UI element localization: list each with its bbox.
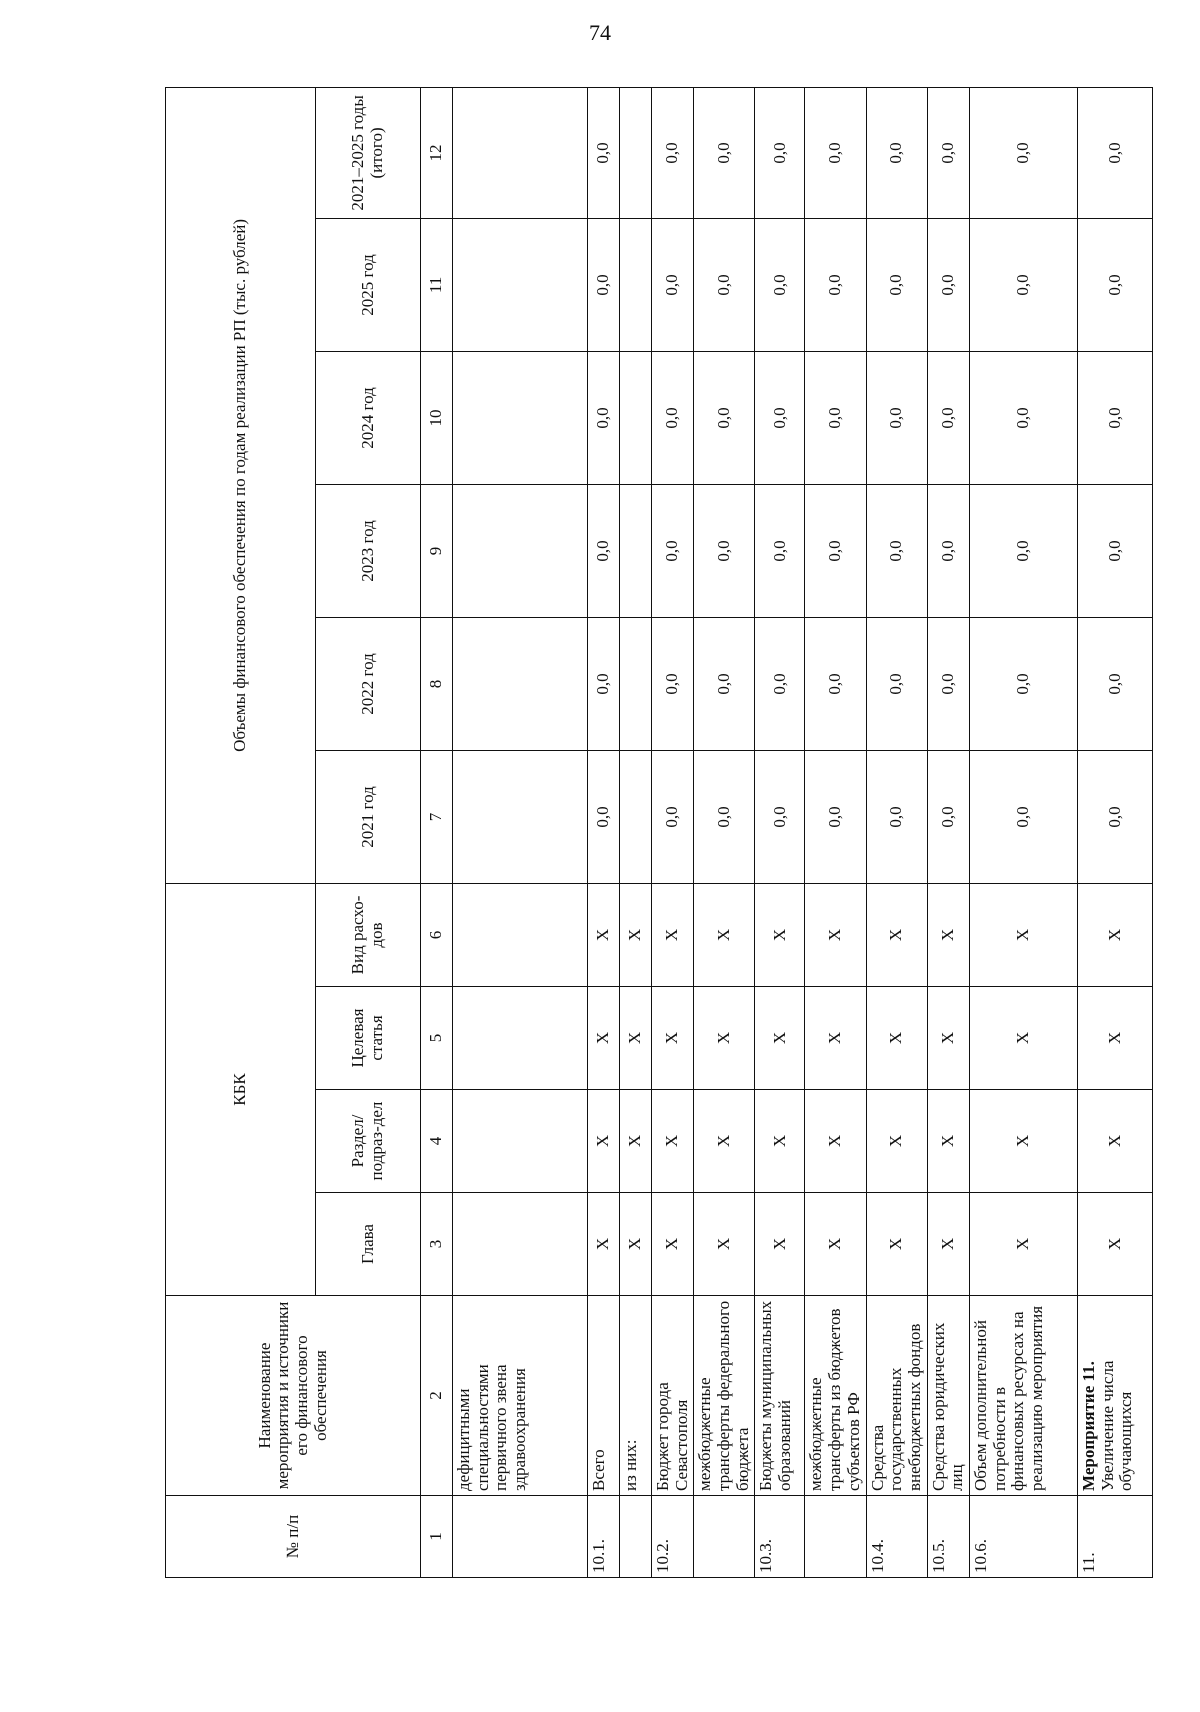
value-cell: 0,0	[1077, 87, 1152, 218]
value-cell: 0,0	[1077, 484, 1152, 617]
value-cell: 0,0	[969, 484, 1077, 617]
kbk-cell: Х	[927, 987, 969, 1090]
table-row	[588, 87, 620, 1577]
kbk-cell: Х	[1077, 987, 1152, 1090]
value-cell: 0,0	[866, 617, 927, 750]
value-cell: 0,0	[866, 750, 927, 883]
column-number: 6	[421, 883, 453, 986]
kbk-cell: Х	[620, 1090, 652, 1193]
kbk-cell: Х	[652, 883, 694, 986]
column-number: 11	[421, 218, 453, 351]
value-cell	[620, 87, 652, 218]
column-number-row	[421, 87, 453, 1577]
row-number: 10.6.	[969, 1496, 1077, 1578]
value-cell: 0,0	[805, 617, 866, 750]
table-row	[927, 87, 969, 1577]
value-cell	[453, 484, 588, 617]
table-body	[453, 87, 1153, 1577]
row-name-text: Средства государственных внебюджетных фондов	[867, 1323, 924, 1491]
column-number: 4	[421, 1090, 453, 1193]
value-cell: 0,0	[805, 484, 866, 617]
value-cell	[453, 750, 588, 883]
value-cell: 0,0	[588, 351, 620, 484]
header-vid: Вид расхо-дов	[316, 883, 421, 986]
row-name	[652, 1296, 694, 1496]
table-row	[694, 87, 755, 1577]
row-name-text: дефицитными специальностями первичного звена здравоохранения	[454, 1364, 530, 1491]
header-glava: Глава	[316, 1193, 421, 1296]
value-cell: 0,0	[1077, 218, 1152, 351]
value-cell: 0,0	[969, 750, 1077, 883]
value-cell: 0,0	[652, 351, 694, 484]
kbk-cell: Х	[620, 883, 652, 986]
value-cell: 0,0	[969, 617, 1077, 750]
kbk-cell: Х	[927, 1193, 969, 1296]
header-name: Наименование мероприятия и источники его финансового обеспечения	[166, 1296, 421, 1496]
value-cell: 0,0	[588, 218, 620, 351]
value-cell: 0,0	[755, 351, 805, 484]
value-cell: 0,0	[755, 218, 805, 351]
table-row	[805, 87, 866, 1577]
column-number: 5	[421, 987, 453, 1090]
row-name-text: межбюджетные трансферты федерального бюджета	[695, 1300, 752, 1491]
header-kbk: КБК	[166, 883, 316, 1295]
row-number: 11.	[1077, 1496, 1152, 1578]
header-razdel: Раздел/ подраз-дел	[316, 1090, 421, 1193]
row-name	[927, 1296, 969, 1496]
row-name-text: Бюджет города Севастополя	[653, 1382, 691, 1491]
value-cell: 0,0	[755, 750, 805, 883]
kbk-cell: Х	[694, 987, 755, 1090]
row-name	[453, 1296, 588, 1496]
row-name	[620, 1296, 652, 1496]
kbk-cell: Х	[969, 883, 1077, 986]
row-number: 10.1.	[588, 1496, 620, 1578]
column-number: 8	[421, 617, 453, 750]
kbk-cell: Х	[1077, 1090, 1152, 1193]
value-cell: 0,0	[694, 218, 755, 351]
row-number	[620, 1496, 652, 1578]
value-cell: 0,0	[866, 484, 927, 617]
kbk-cell: Х	[927, 1090, 969, 1193]
finance-table	[165, 87, 1153, 1578]
finance-table-wrapper	[165, 88, 1136, 1578]
value-cell: 0,0	[805, 87, 866, 218]
kbk-cell	[453, 1090, 588, 1193]
row-name	[755, 1296, 805, 1496]
kbk-cell: Х	[866, 1193, 927, 1296]
kbk-cell: Х	[927, 883, 969, 986]
value-cell: 0,0	[805, 351, 866, 484]
value-cell: 0,0	[866, 351, 927, 484]
value-cell: 0,0	[755, 484, 805, 617]
table-row	[1077, 87, 1152, 1577]
kbk-cell: Х	[755, 1090, 805, 1193]
value-cell	[620, 351, 652, 484]
column-number: 9	[421, 484, 453, 617]
row-name-bold: Мероприятие 11.	[1078, 1361, 1098, 1491]
column-number: 10	[421, 351, 453, 484]
value-cell: 0,0	[588, 617, 620, 750]
header-year-2021: 2021 год	[316, 750, 421, 883]
kbk-cell: Х	[620, 1193, 652, 1296]
value-cell: 0,0	[927, 87, 969, 218]
column-number: 1	[421, 1496, 453, 1578]
kbk-cell: Х	[755, 883, 805, 986]
kbk-cell: Х	[969, 1193, 1077, 1296]
kbk-cell: Х	[866, 987, 927, 1090]
kbk-cell: Х	[755, 1193, 805, 1296]
value-cell	[453, 218, 588, 351]
table-row	[755, 87, 805, 1577]
row-number: 10.4.	[866, 1496, 927, 1578]
value-cell: 0,0	[866, 87, 927, 218]
value-cell: 0,0	[652, 87, 694, 218]
kbk-cell: Х	[588, 1193, 620, 1296]
value-cell: 0,0	[927, 218, 969, 351]
table-row	[620, 87, 652, 1577]
row-name	[969, 1296, 1077, 1496]
row-number	[805, 1496, 866, 1578]
column-number: 12	[421, 87, 453, 218]
value-cell: 0,0	[694, 484, 755, 617]
kbk-cell: Х	[805, 1193, 866, 1296]
row-name	[588, 1296, 620, 1496]
header-year-2024: 2024 год	[316, 351, 421, 484]
kbk-cell: Х	[694, 1193, 755, 1296]
value-cell: 0,0	[927, 617, 969, 750]
header-year-2022: 2022 год	[316, 617, 421, 750]
value-cell: 0,0	[652, 484, 694, 617]
value-cell: 0,0	[694, 750, 755, 883]
kbk-cell: Х	[969, 987, 1077, 1090]
kbk-cell: Х	[805, 987, 866, 1090]
value-cell: 0,0	[652, 617, 694, 750]
row-name	[805, 1296, 866, 1496]
value-cell: 0,0	[969, 218, 1077, 351]
kbk-cell: Х	[969, 1090, 1077, 1193]
kbk-cell	[453, 987, 588, 1090]
kbk-cell: Х	[1077, 1193, 1152, 1296]
row-name-text: из них:	[621, 1439, 640, 1491]
kbk-cell: Х	[866, 883, 927, 986]
page-number: 74	[589, 20, 611, 45]
kbk-cell: Х	[588, 987, 620, 1090]
kbk-cell: Х	[652, 1090, 694, 1193]
row-number: 10.3.	[755, 1496, 805, 1578]
kbk-cell: Х	[1077, 883, 1152, 986]
kbk-cell: Х	[866, 1090, 927, 1193]
value-cell: 0,0	[805, 218, 866, 351]
row-name	[1077, 1296, 1152, 1496]
row-name-text: Бюджеты муниципальных образований	[756, 1300, 795, 1491]
value-cell: 0,0	[588, 484, 620, 617]
value-cell	[453, 87, 588, 218]
value-cell: 0,0	[755, 617, 805, 750]
kbk-cell: Х	[694, 1090, 755, 1193]
kbk-cell: Х	[588, 883, 620, 986]
value-cell: 0,0	[588, 87, 620, 218]
value-cell: 0,0	[755, 87, 805, 218]
value-cell: 0,0	[805, 750, 866, 883]
column-number: 3	[421, 1193, 453, 1296]
value-cell: 0,0	[588, 750, 620, 883]
kbk-cell: Х	[694, 883, 755, 986]
row-name-text: межбюджетные трансферты из бюджетов субъектов РФ	[806, 1308, 863, 1491]
value-cell	[453, 351, 588, 484]
row-name	[866, 1296, 927, 1496]
row-name-text: Всего	[589, 1449, 608, 1491]
row-name-text: Средства юридических лиц	[928, 1322, 967, 1491]
header-finance: Объемы финансового обеспечения по годам реализации РП (тыс. рублей)	[166, 87, 316, 883]
value-cell: 0,0	[694, 617, 755, 750]
value-cell	[620, 484, 652, 617]
row-number	[694, 1496, 755, 1578]
kbk-cell	[453, 883, 588, 986]
row-name-text: Объем дополнительной потребности в финансовых ресурсах на реализацию мероприятия	[970, 1305, 1046, 1491]
table-row	[866, 87, 927, 1577]
table-row	[652, 87, 694, 1577]
value-cell: 0,0	[694, 87, 755, 218]
value-cell: 0,0	[969, 351, 1077, 484]
value-cell: 0,0	[1077, 351, 1152, 484]
value-cell: 0,0	[969, 87, 1077, 218]
value-cell: 0,0	[866, 218, 927, 351]
row-number: 10.5.	[927, 1496, 969, 1578]
value-cell: 0,0	[1077, 750, 1152, 883]
kbk-cell: Х	[805, 1090, 866, 1193]
value-cell	[620, 617, 652, 750]
header-year-2023: 2023 год	[316, 484, 421, 617]
value-cell	[620, 750, 652, 883]
value-cell: 0,0	[927, 750, 969, 883]
kbk-cell: Х	[588, 1090, 620, 1193]
value-cell: 0,0	[927, 484, 969, 617]
header-total: 2021–2025 годы (итого)	[316, 87, 421, 218]
header-num: № п/п	[166, 1496, 421, 1578]
value-cell	[620, 218, 652, 351]
value-cell	[453, 617, 588, 750]
header-celevaya: Целевая статья	[316, 987, 421, 1090]
value-cell: 0,0	[1077, 617, 1152, 750]
kbk-cell: Х	[805, 883, 866, 986]
kbk-cell: Х	[652, 987, 694, 1090]
row-number: 10.2.	[652, 1496, 694, 1578]
kbk-cell: Х	[755, 987, 805, 1090]
row-number	[453, 1496, 588, 1578]
kbk-cell: Х	[620, 987, 652, 1090]
row-name-text: Увеличение числа обучающихся	[1097, 1360, 1136, 1491]
kbk-cell	[453, 1193, 588, 1296]
column-number: 7	[421, 750, 453, 883]
header-year-2025: 2025 год	[316, 218, 421, 351]
column-number: 2	[421, 1296, 453, 1496]
value-cell: 0,0	[927, 351, 969, 484]
kbk-cell: Х	[652, 1193, 694, 1296]
value-cell: 0,0	[652, 218, 694, 351]
value-cell: 0,0	[652, 750, 694, 883]
row-name	[694, 1296, 755, 1496]
table-row	[969, 87, 1077, 1577]
value-cell: 0,0	[694, 351, 755, 484]
table-row	[453, 87, 588, 1577]
